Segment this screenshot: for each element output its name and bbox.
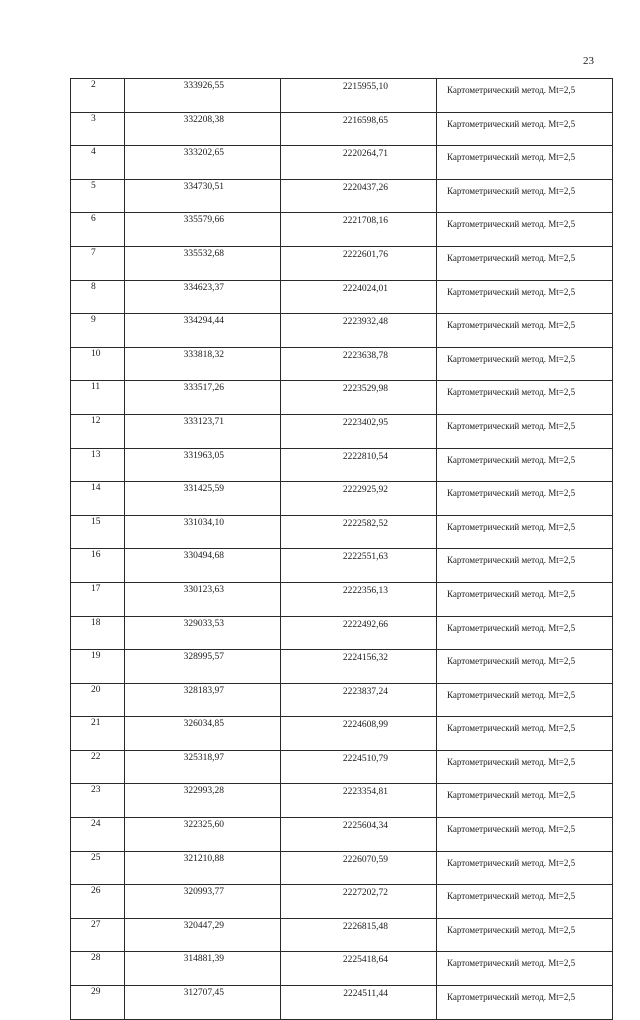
x-coordinate-cell: 328183,97	[125, 683, 281, 717]
table-row	[71, 650, 613, 684]
method-cell: Картометрический метод. Mt=2,5	[437, 683, 613, 717]
method-cell: Картометрический метод. Mt=2,5	[437, 79, 613, 113]
y-coordinate-cell: 2221708,16	[281, 213, 437, 247]
y-coordinate-cell: 2223837,24	[281, 683, 437, 717]
y-coordinate-cell: 2224511,44	[281, 986, 437, 1020]
y-coordinate-cell: 2222492,66	[281, 616, 437, 650]
point-number-cell: 16	[71, 549, 125, 583]
method-cell: Картометрический метод. Mt=2,5	[437, 986, 613, 1020]
x-coordinate-cell: 326034,85	[125, 717, 281, 751]
x-coordinate-cell: 320447,29	[125, 918, 281, 952]
method-cell: Картометрический метод. Mt=2,5	[437, 381, 613, 415]
y-coordinate-cell: 2222356,13	[281, 582, 437, 616]
point-number-cell: 26	[71, 885, 125, 919]
table-row	[71, 986, 613, 1020]
point-number-cell: 9	[71, 314, 125, 348]
y-coordinate-cell: 2216598,65	[281, 112, 437, 146]
y-coordinate-cell: 2223638,78	[281, 347, 437, 381]
y-coordinate-cell: 2223402,95	[281, 414, 437, 448]
method-cell: Картометрический метод. Mt=2,5	[437, 885, 613, 919]
point-number-cell: 6	[71, 213, 125, 247]
table-row	[71, 750, 613, 784]
method-cell: Картометрический метод. Mt=2,5	[437, 112, 613, 146]
x-coordinate-cell: 332208,38	[125, 112, 281, 146]
y-coordinate-cell: 2222810,54	[281, 448, 437, 482]
x-coordinate-cell: 333517,26	[125, 381, 281, 415]
y-coordinate-cell: 2222551,63	[281, 549, 437, 583]
point-number-cell: 18	[71, 616, 125, 650]
method-cell: Картометрический метод. Mt=2,5	[437, 347, 613, 381]
x-coordinate-cell: 322993,28	[125, 784, 281, 818]
point-number-cell: 29	[71, 986, 125, 1020]
y-coordinate-cell: 2224608,99	[281, 717, 437, 751]
table-row	[71, 683, 613, 717]
method-cell: Картометрический метод. Mt=2,5	[437, 952, 613, 986]
table-row	[71, 79, 613, 113]
y-coordinate-cell: 2226815,48	[281, 918, 437, 952]
point-number-cell: 5	[71, 179, 125, 213]
table-row	[71, 347, 613, 381]
point-number-cell: 11	[71, 381, 125, 415]
table-row	[71, 482, 613, 516]
table-row	[71, 414, 613, 448]
table-row	[71, 112, 613, 146]
table-row	[71, 549, 613, 583]
y-coordinate-cell: 2226070,59	[281, 851, 437, 885]
x-coordinate-cell: 335579,66	[125, 213, 281, 247]
method-cell: Картометрический метод. Mt=2,5	[437, 549, 613, 583]
x-coordinate-cell: 334623,37	[125, 280, 281, 314]
x-coordinate-cell: 333123,71	[125, 414, 281, 448]
point-number-cell: 22	[71, 750, 125, 784]
y-coordinate-cell: 2225604,34	[281, 818, 437, 852]
method-cell: Картометрический метод. Mt=2,5	[437, 717, 613, 751]
method-cell: Картометрический метод. Mt=2,5	[437, 146, 613, 180]
x-coordinate-cell: 334730,51	[125, 179, 281, 213]
point-number-cell: 27	[71, 918, 125, 952]
table-row	[71, 515, 613, 549]
x-coordinate-cell: 322325,60	[125, 818, 281, 852]
y-coordinate-cell: 2224156,32	[281, 650, 437, 684]
x-coordinate-cell: 321210,88	[125, 851, 281, 885]
table-row	[71, 146, 613, 180]
y-coordinate-cell: 2225418,64	[281, 952, 437, 986]
y-coordinate-cell: 2223529,98	[281, 381, 437, 415]
point-number-cell: 28	[71, 952, 125, 986]
y-coordinate-cell: 2222601,76	[281, 246, 437, 280]
method-cell: Картометрический метод. Mt=2,5	[437, 482, 613, 516]
y-coordinate-cell: 2227202,72	[281, 885, 437, 919]
method-cell: Картометрический метод. Mt=2,5	[437, 414, 613, 448]
method-cell: Картометрический метод. Mt=2,5	[437, 213, 613, 247]
table-row	[71, 851, 613, 885]
method-cell: Картометрический метод. Mt=2,5	[437, 650, 613, 684]
x-coordinate-cell: 330123,63	[125, 582, 281, 616]
y-coordinate-cell: 2224510,79	[281, 750, 437, 784]
method-cell: Картометрический метод. Mt=2,5	[437, 784, 613, 818]
method-cell: Картометрический метод. Mt=2,5	[437, 582, 613, 616]
table-row	[71, 213, 613, 247]
table-row	[71, 280, 613, 314]
method-cell: Картометрический метод. Mt=2,5	[437, 918, 613, 952]
point-number-cell: 8	[71, 280, 125, 314]
y-coordinate-cell: 2215955,10	[281, 79, 437, 113]
x-coordinate-cell: 330494,68	[125, 549, 281, 583]
table-row	[71, 582, 613, 616]
x-coordinate-cell: 325318,97	[125, 750, 281, 784]
table-row	[71, 381, 613, 415]
table-row	[71, 314, 613, 348]
x-coordinate-cell: 312707,45	[125, 986, 281, 1020]
point-number-cell: 20	[71, 683, 125, 717]
table-row	[71, 784, 613, 818]
y-coordinate-cell: 2223354,81	[281, 784, 437, 818]
point-number-cell: 19	[71, 650, 125, 684]
point-number-cell: 7	[71, 246, 125, 280]
table-row	[71, 616, 613, 650]
x-coordinate-cell: 328995,57	[125, 650, 281, 684]
method-cell: Картометрический метод. Mt=2,5	[437, 246, 613, 280]
point-number-cell: 13	[71, 448, 125, 482]
x-coordinate-cell: 333818,32	[125, 347, 281, 381]
point-number-cell: 3	[71, 112, 125, 146]
x-coordinate-cell: 334294,44	[125, 314, 281, 348]
coordinates-table-body	[71, 79, 613, 1020]
method-cell: Картометрический метод. Mt=2,5	[437, 515, 613, 549]
x-coordinate-cell: 314881,39	[125, 952, 281, 986]
x-coordinate-cell: 331963,05	[125, 448, 281, 482]
x-coordinate-cell: 329033,53	[125, 616, 281, 650]
point-number-cell: 4	[71, 146, 125, 180]
table-row	[71, 918, 613, 952]
method-cell: Картометрический метод. Mt=2,5	[437, 280, 613, 314]
page-number: 23	[583, 55, 594, 67]
y-coordinate-cell: 2223932,48	[281, 314, 437, 348]
table-row	[71, 818, 613, 852]
point-number-cell: 10	[71, 347, 125, 381]
y-coordinate-cell: 2224024,01	[281, 280, 437, 314]
point-number-cell: 15	[71, 515, 125, 549]
x-coordinate-cell: 335532,68	[125, 246, 281, 280]
point-number-cell: 23	[71, 784, 125, 818]
point-number-cell: 25	[71, 851, 125, 885]
table-row	[71, 885, 613, 919]
x-coordinate-cell: 333202,65	[125, 146, 281, 180]
x-coordinate-cell: 331425,59	[125, 482, 281, 516]
y-coordinate-cell: 2222582,52	[281, 515, 437, 549]
method-cell: Картометрический метод. Mt=2,5	[437, 616, 613, 650]
point-number-cell: 24	[71, 818, 125, 852]
y-coordinate-cell: 2220437,26	[281, 179, 437, 213]
point-number-cell: 12	[71, 414, 125, 448]
x-coordinate-cell: 333926,55	[125, 79, 281, 113]
y-coordinate-cell: 2220264,71	[281, 146, 437, 180]
table-row	[71, 246, 613, 280]
method-cell: Картометрический метод. Mt=2,5	[437, 314, 613, 348]
method-cell: Картометрический метод. Mt=2,5	[437, 750, 613, 784]
x-coordinate-cell: 320993,77	[125, 885, 281, 919]
table-row	[71, 179, 613, 213]
table-row	[71, 952, 613, 986]
table-row	[71, 448, 613, 482]
coordinates-table	[70, 78, 613, 1020]
method-cell: Картометрический метод. Mt=2,5	[437, 448, 613, 482]
method-cell: Картометрический метод. Mt=2,5	[437, 851, 613, 885]
method-cell: Картометрический метод. Mt=2,5	[437, 818, 613, 852]
point-number-cell: 2	[71, 79, 125, 113]
y-coordinate-cell: 2222925,92	[281, 482, 437, 516]
point-number-cell: 14	[71, 482, 125, 516]
table-row	[71, 717, 613, 751]
point-number-cell: 21	[71, 717, 125, 751]
point-number-cell: 17	[71, 582, 125, 616]
x-coordinate-cell: 331034,10	[125, 515, 281, 549]
method-cell: Картометрический метод. Mt=2,5	[437, 179, 613, 213]
